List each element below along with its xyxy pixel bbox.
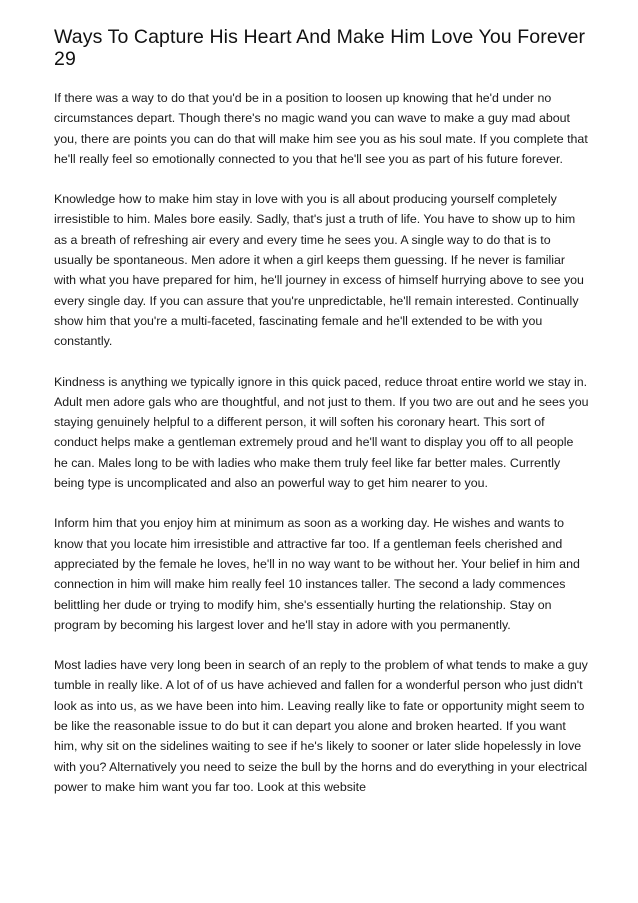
paragraph-1: If there was a way to do that you'd be in a position to loosen up knowing that he'd under no circumstances depart. Though there's no magic wand you can wave to make a guy mad about you, there are points you can do that will make him see you as his soul mate. If you complete that he'll really feel so emotionally connected to you that he'll see you as part of his future forever. xyxy=(54,91,588,166)
document-page xyxy=(54,26,590,817)
paragraph-2: Knowledge how to make him stay in love with you is all about producing yourself completely irresistible to him. Males bore easily. Sadly, that's just a truth of life. You have to show up to him as a breath of refreshing air every and every time he sees you. A single way to do that is to usually be spontaneous. Men adore it when a girl keeps them guessing. If he never is familiar with what you have prepared for him, he'll journey in excess of himself hurrying above to see you every single day. If you can assure that you're unpredictable, he'll remain interested. Continually show him that you're a multi-faceted, fascinating female and he'll extended to be with you constantly. xyxy=(54,192,584,349)
paragraph-4: Inform him that you enjoy him at minimum as soon as a working day. He wishes and wants to know that you locate him irresistible and attractive far too. If a gentleman feels cherished and appreciated by the female he loves, he'll in no way want to be without her. Your belief in him and connection in him will make him really feel 10 instances taller. The second a lady commences belittling her dude or trying to modify him, she's essentially hurting the relationship. Stay on program by becoming his largest lover and he'll stay in adore with you permanently. xyxy=(54,516,580,632)
paragraph-3: Kindness is anything we typically ignore in this quick paced, reduce throat entire world we stay in. Adult men adore gals who are thoughtful, and not just to them. If you two are out and he sees you staying genuinely helpful to a different person, it will soften his coronary heart. This sort of conduct helps make a gentleman extremely proud and he'll want to display you off to all people he can. Males long to be with ladies who make them truly feel like far better males. Currently being type is uncomplicated and also an powerful way to get him nearer to you. xyxy=(54,374,589,491)
document-title: Ways To Capture His Heart And Make Him Love You Forever 29 xyxy=(54,26,586,70)
paragraph-5: Most ladies have very long been in search of an reply to the problem of what tends to make a guy tumble in really like. A lot of of us have achieved and fallen for a wonderful person who just didn't look as into us, as we have been into him. Leaving really like to fate or opportunity might seem to be like the reasonable issue to do but it can depart you alone and broken hearted. If you want him, why sit on the sidelines waiting to see if he's likely to sooner or later slide hopelessly in love with you? Alternatively you need to seize the bull by the horns and do everything in your electrical power to make him want you far too. Look at this website xyxy=(54,658,588,794)
